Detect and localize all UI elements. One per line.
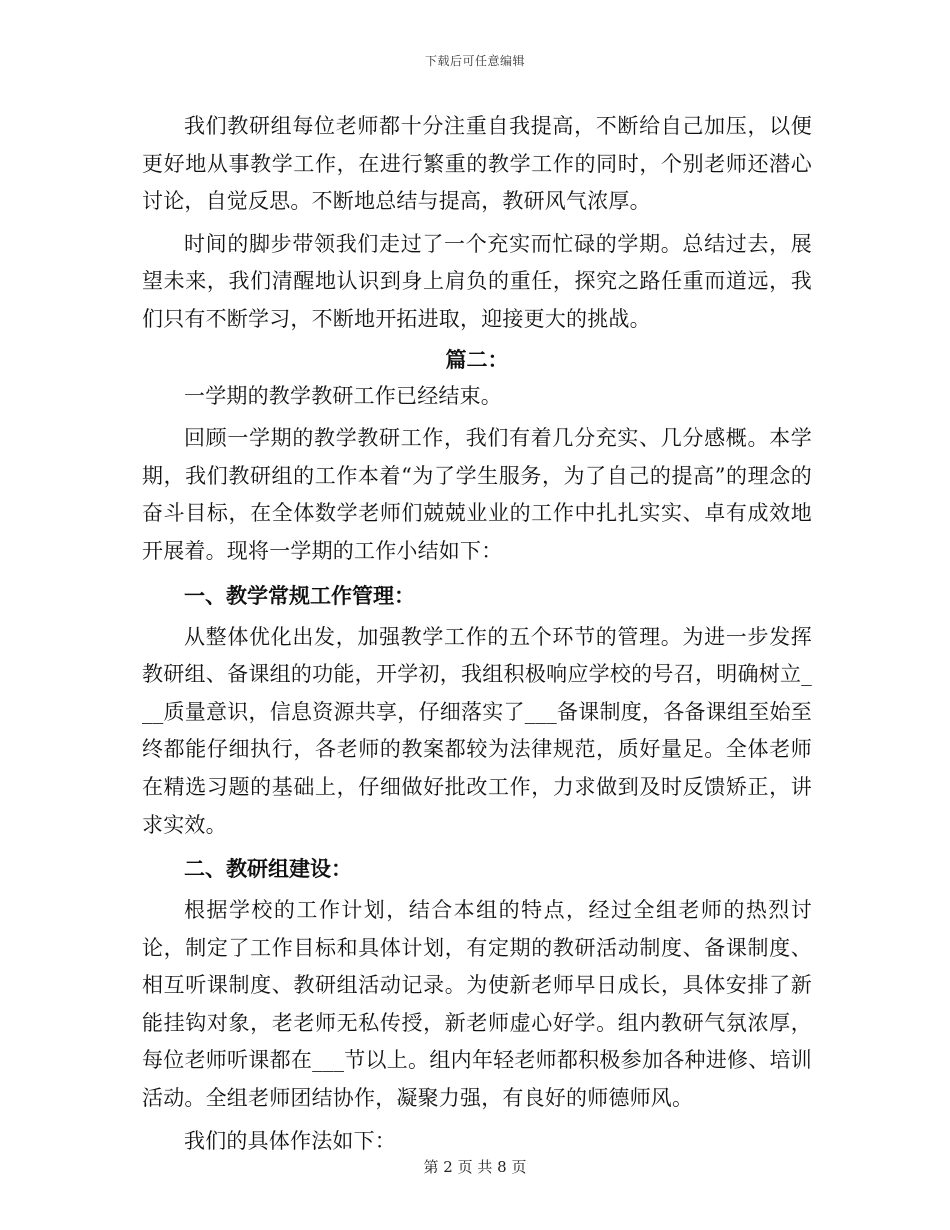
page-header: 下载后可任意编辑 — [424, 54, 525, 68]
paragraph-self-improvement: 我们教研组每位老师都十分注重自我提高，不断给自己加压，以便更好地从事教学工作，在进行繁重的教学工作的同时，个别老师还潜心讨论，自觉反思。不断地总结与提高，教研风气浓厚。 — [142, 114, 812, 214]
document-body — [142, 108, 812, 1160]
paragraph-practices-intro: 我们的具体作法如下： — [184, 1128, 396, 1153]
paragraph-review: 回顾一学期的教学教研工作，我们有着几分充实、几分感概。本学期，我们教研组的工作本着“为了学生服务，为了自己的提高”的理念的奋斗目标，在全体数学老师们兢兢业业的工作中扎扎实实、卓有成效地开展着。现将一学期的工作小结如下： — [142, 426, 812, 563]
section-title-routine-management: 一、教学常规工作管理： — [184, 582, 415, 608]
paragraph-semester-ended: 一学期的教学教研工作已经结束。 — [184, 383, 502, 408]
chapter-title: 篇二： — [445, 346, 509, 372]
paragraph-looking-forward: 时间的脚步带领我们走过了一个充实而忙碌的学期。总结过去，展望未来，我们清醒地认识到身上肩负的重任，探究之路任重而道远，我们只有不断学习，不断地开拓进取，迎接更大的挑战。 — [142, 231, 812, 331]
paragraph-routine-management: 从整体优化出发，加强教学工作的五个环节的管理。为进一步发挥教研组、备课组的功能，开学初，我组积极响应学校的号召，明确树立___质量意识，信息资源共享，仔细落实了___备课制度，各备课组至始至终都能仔细执行，各老师的教案都较为法律规范，质好量足。全体老师在精选习题的基础上，仔细做好批改工作，力求做到及时反馈矫正，讲求实效。 — [142, 624, 812, 837]
section-title-group-building: 二、教研组建设： — [184, 856, 352, 882]
paragraph-group-building: 根据学校的工作计划，结合本组的特点，经过全组老师的热烈讨论，制定了工作目标和具体计划，有定期的教研活动制度、备课制度、相互听课制度、教研组活动记录。为使新老师早日成长，具体安排了新能挂钩对象，老老师无私传授，新老师虚心好学。组内教研气氛浓厚，每位老师听课都在___节以上。组内年轻老师都积极参加各种进修、培训活动。全组老师团结协作，凝聚力强，有良好的师德师风。 — [142, 898, 812, 1111]
page-number: 第 2 页 共 8 页 — [423, 1158, 527, 1176]
